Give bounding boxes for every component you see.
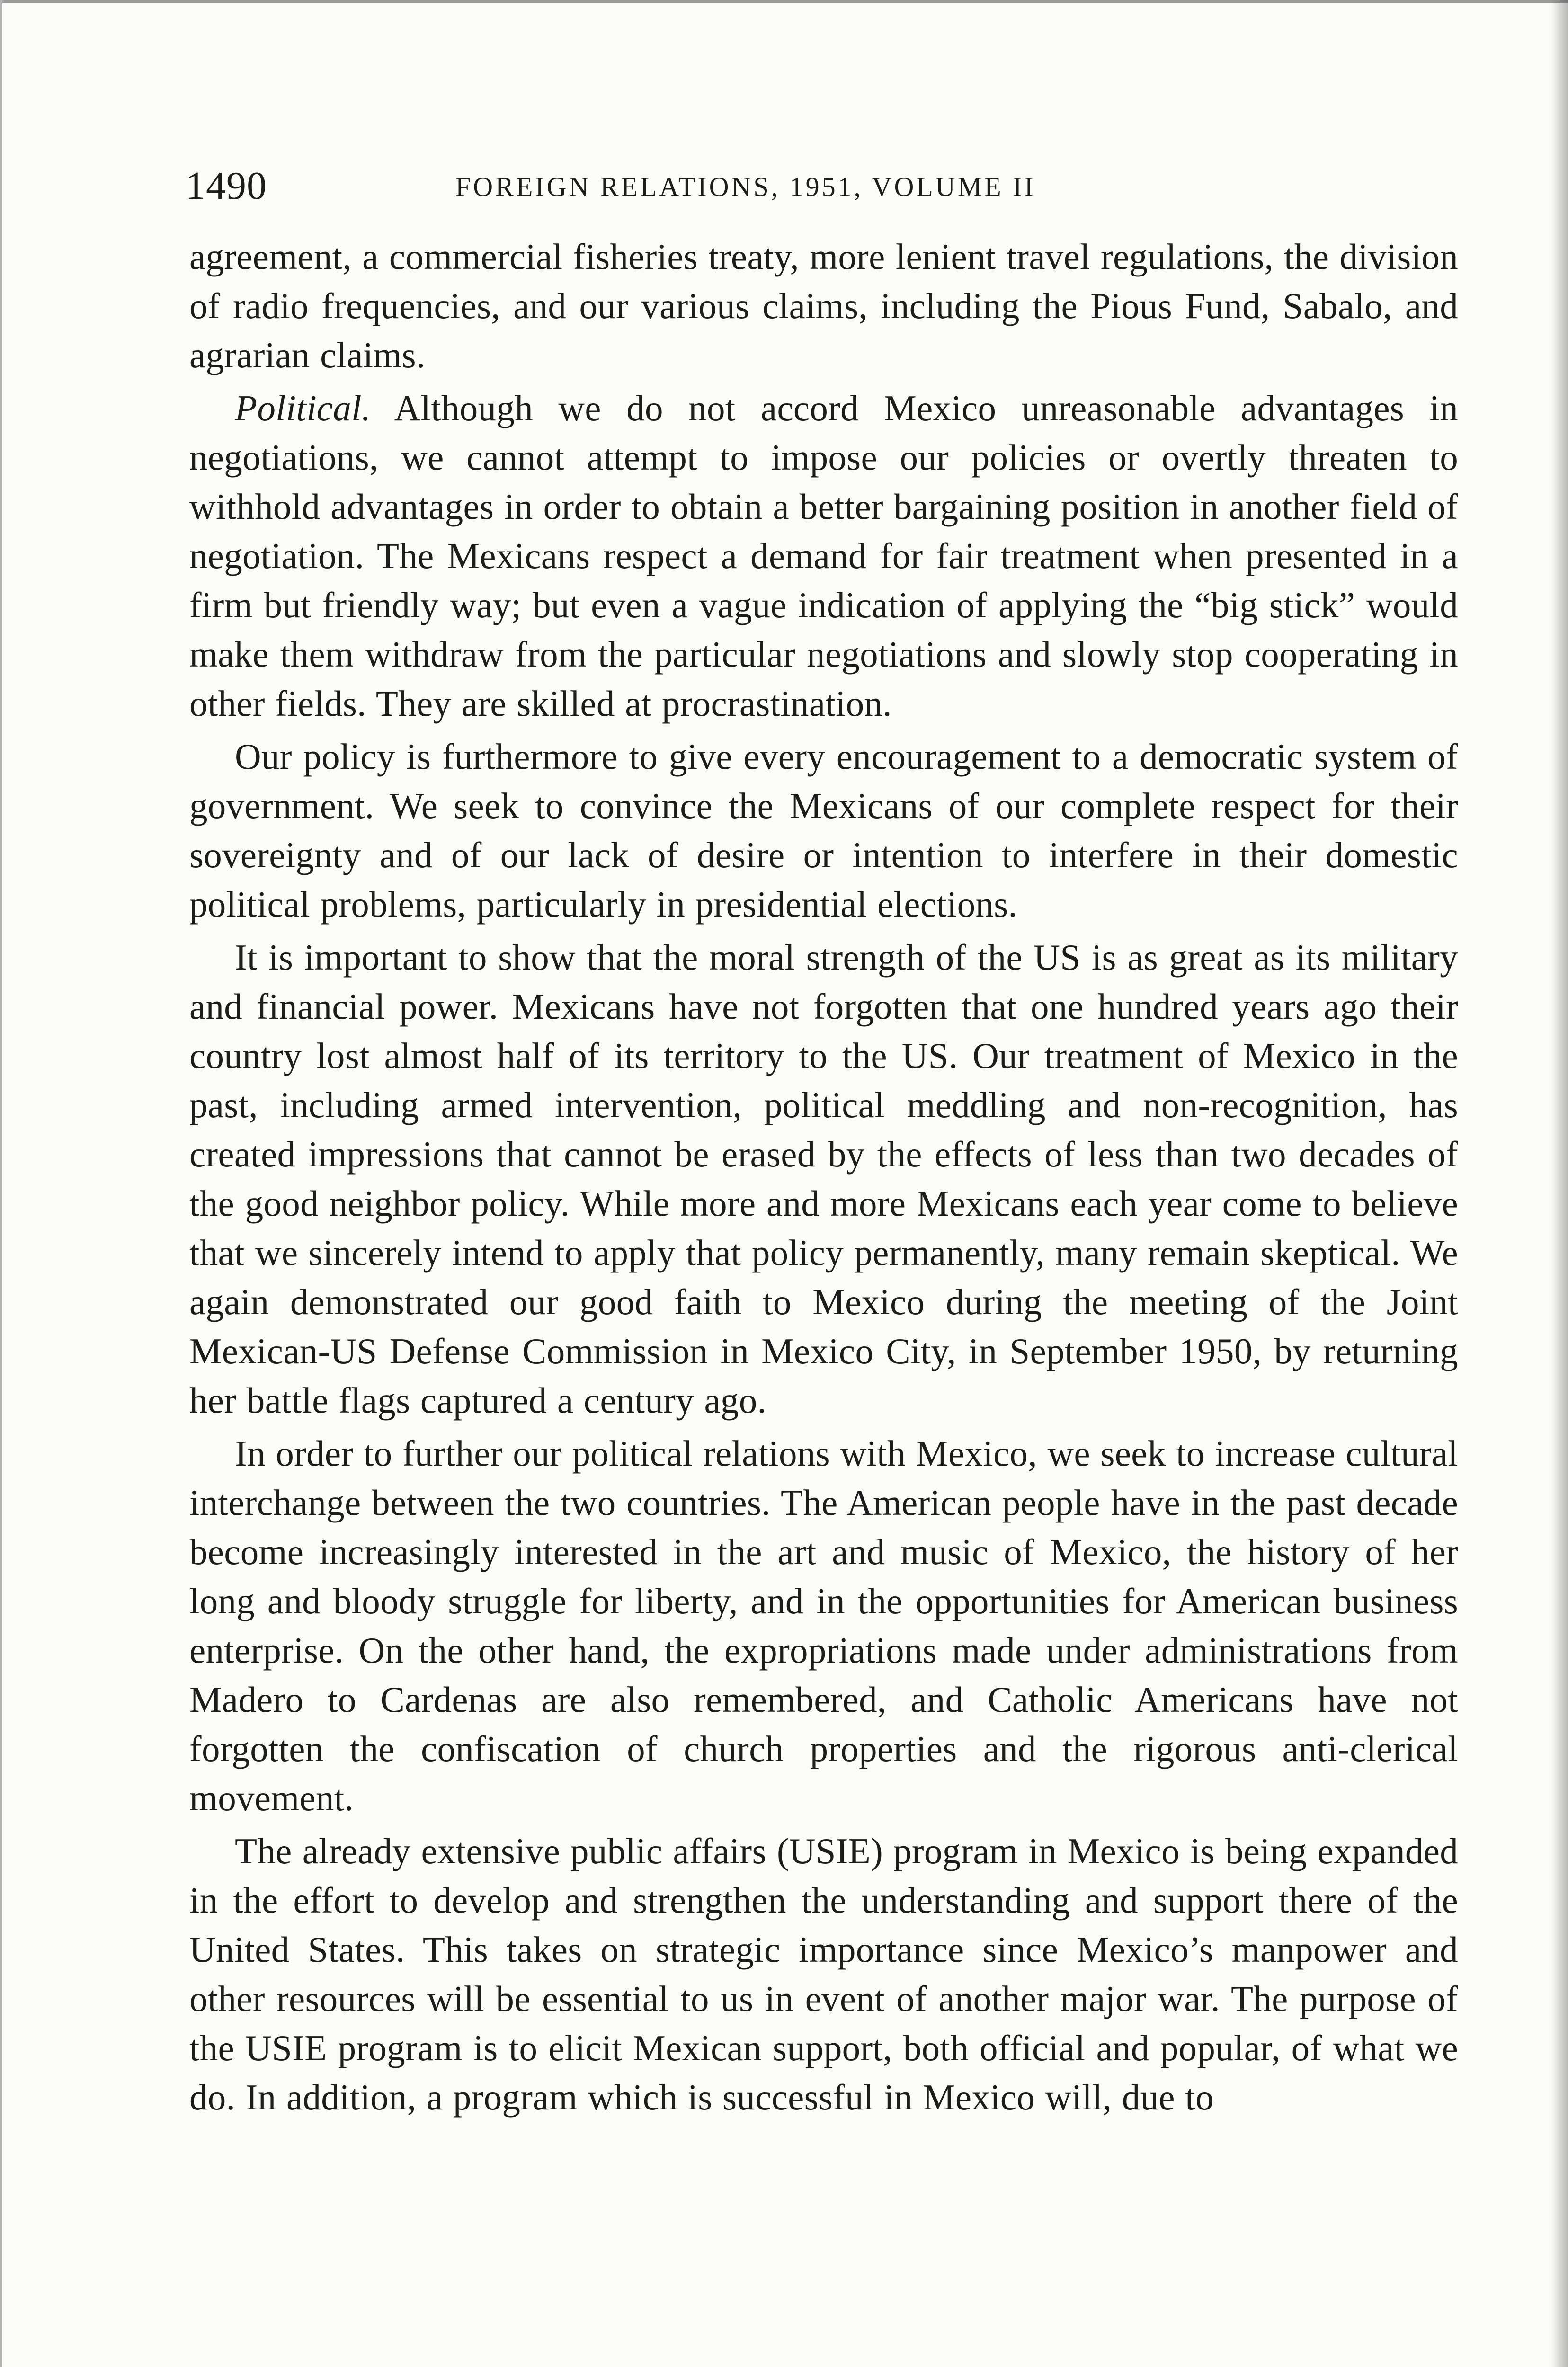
page-number: 1490 <box>186 164 267 208</box>
running-head: FOREIGN RELATIONS, 1951, VOLUME II <box>455 171 1036 202</box>
paragraph-text: In order to further our political relations with Mexico, we seek to increase cultural interchange between the two countries. The American people have in the past decade become increasingly interested in the art and music of Mexico, the history of her long and bloody struggle for liberty, and in the opportunities for American business enterprise. On the other hand, the expropriations made under administrations from Madero to Cardenas are also remembered, and Catholic Americans have not forgotten the confiscation of church properties and the rigorous anti-clerical movement. <box>189 1433 1458 1818</box>
paragraph-usie-program <box>189 1826 1458 2122</box>
paragraph-continued <box>189 232 1458 380</box>
page-top-edge <box>0 0 1568 3</box>
paragraph-text: The already extensive public affairs (USIE) program in Mexico is being expanded in the effort to develop and strengthen the understanding and support there of the United States. This takes on strategic importance since Mexico’s manpower and other resources will be essential to us in event of another major war. The purpose of the USIE program is to elicit Mexican support, both official and popular, of what we do. In addition, a program which is successful in Mexico will, due to <box>189 1831 1458 2118</box>
paragraph-moral-strength <box>189 933 1458 1425</box>
section-lead-political: Political. <box>235 388 371 428</box>
paragraph-text: agreement, a commercial fisheries treaty, more lenient travel regulations, the division of radio frequencies, and our various claims, including the Pious Fund, Sabalo, and agrarian claims. <box>189 236 1458 375</box>
page-header <box>186 160 1464 212</box>
page-left-edge <box>0 0 2 2367</box>
paragraph-text: Although we do not accord Mexico unreasonable advantages in negotiations, we cannot attempt to impose our policies or overtly threaten to withhold advantages in order to obtain a better bargaining position in another field of negotiation. The Mexicans respect a demand for fair treatment when presented in a firm but friendly way; but even a vague indication of applying the “big stick” would make them withdraw from the particular negotiations and slowly stop cooperating in other fields. They are skilled at procrastination. <box>189 388 1458 724</box>
paragraph-democratic-system <box>189 732 1458 929</box>
body-text <box>189 232 1458 2122</box>
paragraph-cultural-interchange <box>189 1429 1458 1823</box>
paragraph-text: Our policy is furthermore to give every encouragement to a democratic system of government. We seek to convince the Mexicans of our complete respect for their sovereignty and of our lack of desire or intention to interfere in their domestic political problems, particularly in presidential elections. <box>189 736 1458 925</box>
page-binding-shadow <box>1551 0 1568 2367</box>
paragraph-political <box>189 383 1458 728</box>
paragraph-text: It is important to show that the moral strength of the US is as great as its military and financial power. Mexicans have not forgotten that one hundred years ago their country lost almost half of its territory to the US. Our treatment of Mexico in the past, including armed intervention, political meddling and non-recognition, has created impressions that cannot be erased by the effects of less than two decades of the good neighbor policy. While more and more Mexicans each year come to believe that we sincerely intend to apply that policy permanently, many remain skeptical. We again demonstrated our good faith to Mexico during the meeting of the Joint Mexican-US Defense Commission in Mexico City, in September 1950, by returning her battle flags captured a century ago. <box>189 937 1458 1421</box>
